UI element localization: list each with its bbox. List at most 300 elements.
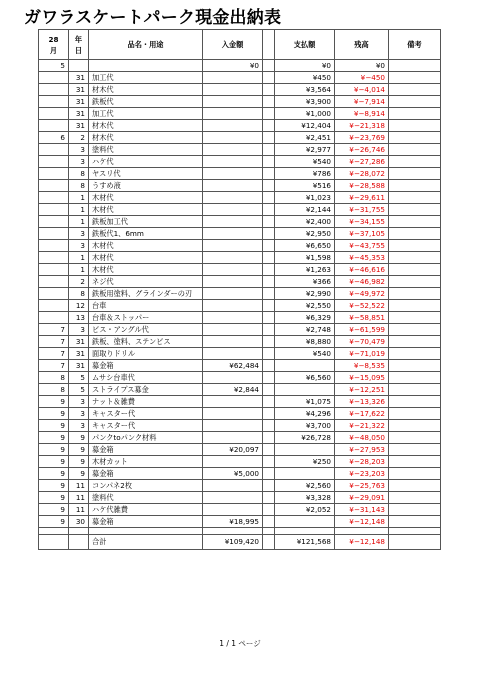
balance-cell: ¥−8,914 — [335, 108, 389, 120]
day-cell: 31 — [69, 96, 89, 108]
balance-cell: ¥−58,851 — [335, 312, 389, 324]
month-cell: 9 — [39, 480, 69, 492]
expense-cell: ¥3,700 — [275, 420, 335, 432]
income-cell — [203, 264, 263, 276]
expense-cell: ¥26,728 — [275, 432, 335, 444]
expense-cell: ¥1,000 — [275, 108, 335, 120]
expense-cell: ¥2,400 — [275, 216, 335, 228]
balance-cell: ¥−15,095 — [335, 372, 389, 384]
expense-cell — [275, 360, 335, 372]
notes-cell — [389, 120, 441, 132]
spacer-cell — [263, 480, 275, 492]
spacer-cell — [263, 420, 275, 432]
month-cell: 7 — [39, 336, 69, 348]
notes-cell — [389, 324, 441, 336]
item-cell: 鉄板、塗料、ステンビス — [89, 336, 203, 348]
day-cell: 12 — [69, 300, 89, 312]
balance-cell: ¥−61,599 — [335, 324, 389, 336]
table-row — [39, 420, 441, 432]
day-cell: 3 — [69, 420, 89, 432]
day-cell: 31 — [69, 348, 89, 360]
month-cell: 5 — [39, 60, 69, 72]
balance-cell: ¥−28,588 — [335, 180, 389, 192]
notes-cell — [389, 252, 441, 264]
header-row — [39, 30, 441, 60]
item-cell: 鉄板用塗料、グラインダーの刃 — [89, 288, 203, 300]
month-cell — [39, 240, 69, 252]
balance-cell: ¥−12,251 — [335, 384, 389, 396]
item-cell — [89, 60, 203, 72]
day-cell: 31 — [69, 120, 89, 132]
spacer-cell — [263, 288, 275, 300]
income-cell — [203, 84, 263, 96]
day-cell: 1 — [69, 192, 89, 204]
day-cell: 2 — [69, 276, 89, 288]
month-cell: 9 — [39, 444, 69, 456]
notes-cell — [389, 468, 441, 480]
expense-cell: ¥516 — [275, 180, 335, 192]
table-row — [39, 468, 441, 480]
day-cell: 1 — [69, 264, 89, 276]
day-cell: 3 — [69, 228, 89, 240]
month-cell: 9 — [39, 432, 69, 444]
expense-cell: ¥6,560 — [275, 372, 335, 384]
table-row — [39, 384, 441, 396]
item-cell: 台車＆ストッパー — [89, 312, 203, 324]
month-cell: 9 — [39, 420, 69, 432]
income-cell — [203, 180, 263, 192]
income-cell — [203, 108, 263, 120]
table-row — [39, 504, 441, 516]
day-cell: 31 — [69, 72, 89, 84]
blank-cell — [263, 528, 275, 535]
income-cell — [203, 480, 263, 492]
income-cell: ¥5,000 — [203, 468, 263, 480]
month-cell — [39, 120, 69, 132]
income-cell — [203, 96, 263, 108]
month-cell — [39, 84, 69, 96]
notes-cell — [389, 372, 441, 384]
header-year-day — [69, 30, 89, 60]
day-cell: 3 — [69, 240, 89, 252]
month-cell: 7 — [39, 360, 69, 372]
item-cell: 材木代 — [89, 120, 203, 132]
table-row — [39, 216, 441, 228]
income-cell — [203, 72, 263, 84]
expense-cell: ¥0 — [275, 60, 335, 72]
spacer-cell — [263, 276, 275, 288]
item-cell: 木材代 — [89, 264, 203, 276]
month-cell — [39, 264, 69, 276]
notes-cell — [389, 264, 441, 276]
income-cell — [203, 492, 263, 504]
month-cell — [39, 156, 69, 168]
notes-cell — [389, 180, 441, 192]
notes-cell — [389, 60, 441, 72]
income-cell — [203, 240, 263, 252]
balance-cell: ¥−27,953 — [335, 444, 389, 456]
balance-cell: ¥−29,091 — [335, 492, 389, 504]
spacer-cell — [263, 60, 275, 72]
header-spacer — [263, 30, 275, 60]
notes-cell — [389, 156, 441, 168]
blank-cell — [275, 528, 335, 535]
day-cell: 31 — [69, 360, 89, 372]
header-year-month — [39, 30, 69, 60]
table-row — [39, 72, 441, 84]
blank-cell — [203, 528, 263, 535]
blank-cell — [389, 528, 441, 535]
table-row — [39, 264, 441, 276]
notes-cell — [389, 420, 441, 432]
income-cell — [203, 420, 263, 432]
notes-cell — [389, 492, 441, 504]
item-cell: ネジ代 — [89, 276, 203, 288]
notes-cell — [389, 240, 441, 252]
item-cell: 募金箱 — [89, 468, 203, 480]
month-cell — [39, 300, 69, 312]
day-cell: 8 — [69, 180, 89, 192]
notes-cell — [389, 348, 441, 360]
notes-cell — [389, 192, 441, 204]
table-row — [39, 144, 441, 156]
notes-cell — [389, 444, 441, 456]
balance-cell: ¥−7,914 — [335, 96, 389, 108]
expense-cell: ¥3,564 — [275, 84, 335, 96]
item-cell: キャスター代 — [89, 408, 203, 420]
spacer-cell — [263, 372, 275, 384]
item-cell: キャスター代 — [89, 420, 203, 432]
spacer-cell — [263, 192, 275, 204]
expense-cell — [275, 516, 335, 528]
expense-cell: ¥2,990 — [275, 288, 335, 300]
month-cell — [39, 96, 69, 108]
total-notes — [389, 535, 441, 550]
spacer-cell — [263, 504, 275, 516]
income-cell — [203, 300, 263, 312]
expense-cell: ¥12,404 — [275, 120, 335, 132]
notes-cell — [389, 72, 441, 84]
month-cell: 8 — [39, 384, 69, 396]
income-cell — [203, 252, 263, 264]
balance-cell: ¥−70,479 — [335, 336, 389, 348]
balance-cell: ¥−31,755 — [335, 204, 389, 216]
day-cell: 1 — [69, 204, 89, 216]
income-cell — [203, 336, 263, 348]
table-row — [39, 288, 441, 300]
income-cell: ¥18,995 — [203, 516, 263, 528]
spacer-cell — [263, 432, 275, 444]
balance-cell: ¥−31,143 — [335, 504, 389, 516]
item-cell: 木材代 — [89, 240, 203, 252]
expense-cell — [275, 384, 335, 396]
notes-cell — [389, 96, 441, 108]
spacer-cell — [263, 72, 275, 84]
month-cell — [39, 288, 69, 300]
item-cell: ムサシ台車代 — [89, 372, 203, 384]
blank-cell — [335, 528, 389, 535]
item-cell: うすめ液 — [89, 180, 203, 192]
item-cell: ヤスリ代 — [89, 168, 203, 180]
expense-cell — [275, 444, 335, 456]
notes-cell — [389, 84, 441, 96]
month-cell — [39, 192, 69, 204]
item-cell: 塗料代 — [89, 144, 203, 156]
item-cell: 塗料代 — [89, 492, 203, 504]
expense-cell: ¥2,560 — [275, 480, 335, 492]
table-row — [39, 108, 441, 120]
spacer-cell — [263, 132, 275, 144]
month-cell: 9 — [39, 468, 69, 480]
notes-cell — [389, 276, 441, 288]
balance-cell: ¥−45,353 — [335, 252, 389, 264]
item-cell: ハケ代 — [89, 156, 203, 168]
notes-cell — [389, 288, 441, 300]
total-spacer — [263, 535, 275, 550]
income-cell — [203, 456, 263, 468]
spacer-cell — [263, 312, 275, 324]
item-cell: 材木代 — [89, 132, 203, 144]
table-row — [39, 156, 441, 168]
month-cell: 9 — [39, 492, 69, 504]
spacer-cell — [263, 396, 275, 408]
balance-cell: ¥−26,746 — [335, 144, 389, 156]
day-cell: 9 — [69, 468, 89, 480]
balance-cell: ¥−21,318 — [335, 120, 389, 132]
table-row — [39, 240, 441, 252]
expense-cell: ¥6,650 — [275, 240, 335, 252]
day-cell: 9 — [69, 456, 89, 468]
balance-cell: ¥−13,326 — [335, 396, 389, 408]
income-cell — [203, 120, 263, 132]
notes-cell — [389, 144, 441, 156]
expense-cell: ¥366 — [275, 276, 335, 288]
item-cell: 鉄板加工代 — [89, 216, 203, 228]
balance-cell: ¥−450 — [335, 72, 389, 84]
spacer-cell — [263, 444, 275, 456]
header-year-number: 28 — [48, 34, 59, 44]
month-cell — [39, 312, 69, 324]
table-row — [39, 516, 441, 528]
month-cell — [39, 180, 69, 192]
table-row — [39, 408, 441, 420]
day-cell: 9 — [69, 432, 89, 444]
month-cell — [39, 216, 69, 228]
balance-cell: ¥−25,763 — [335, 480, 389, 492]
balance-cell: ¥−52,522 — [335, 300, 389, 312]
table-row — [39, 132, 441, 144]
month-cell — [39, 72, 69, 84]
table-row — [39, 60, 441, 72]
month-cell: 9 — [39, 504, 69, 516]
item-cell: 木材代 — [89, 252, 203, 264]
day-cell: 31 — [69, 336, 89, 348]
item-cell: 木材代 — [89, 192, 203, 204]
day-cell: 5 — [69, 372, 89, 384]
table-row — [39, 444, 441, 456]
table-row — [39, 300, 441, 312]
spacer-cell — [263, 108, 275, 120]
spacer-cell — [263, 408, 275, 420]
month-cell — [39, 252, 69, 264]
spacer-cell — [263, 168, 275, 180]
table-row — [39, 396, 441, 408]
item-cell: 加工代 — [89, 72, 203, 84]
notes-cell — [389, 396, 441, 408]
table-row — [39, 84, 441, 96]
expense-cell: ¥4,296 — [275, 408, 335, 420]
balance-cell: ¥−12,148 — [335, 516, 389, 528]
header-month: 月 — [49, 45, 58, 55]
spacer-cell — [263, 336, 275, 348]
table-row — [39, 480, 441, 492]
day-cell: 11 — [69, 492, 89, 504]
item-cell: 鉄板代1、6mm — [89, 228, 203, 240]
blank-cell — [69, 528, 89, 535]
month-cell — [39, 228, 69, 240]
notes-cell — [389, 384, 441, 396]
item-cell: ハケ代雑費 — [89, 504, 203, 516]
page-title: ガワラスケートパーク現金出納表 — [24, 8, 282, 28]
day-cell: 3 — [69, 396, 89, 408]
spacer-cell — [263, 144, 275, 156]
income-cell — [203, 324, 263, 336]
table-row — [39, 432, 441, 444]
spacer-cell — [263, 204, 275, 216]
month-cell: 8 — [39, 372, 69, 384]
day-cell: 11 — [69, 480, 89, 492]
total-row — [39, 535, 441, 550]
item-cell: ビス・アングル代 — [89, 324, 203, 336]
income-cell — [203, 168, 263, 180]
notes-cell — [389, 228, 441, 240]
expense-cell: ¥2,977 — [275, 144, 335, 156]
total-balance: ¥−12,148 — [335, 535, 389, 550]
spacer-cell — [263, 216, 275, 228]
expense-cell: ¥450 — [275, 72, 335, 84]
income-cell — [203, 396, 263, 408]
expense-cell: ¥2,451 — [275, 132, 335, 144]
day-cell: 3 — [69, 324, 89, 336]
item-cell: 鉄板代 — [89, 96, 203, 108]
spacer-cell — [263, 156, 275, 168]
blank-row — [39, 528, 441, 535]
balance-cell: ¥−29,611 — [335, 192, 389, 204]
notes-cell — [389, 480, 441, 492]
spacer-cell — [263, 84, 275, 96]
spacer-cell — [263, 96, 275, 108]
table-row — [39, 120, 441, 132]
spacer-cell — [263, 360, 275, 372]
balance-cell: ¥−49,972 — [335, 288, 389, 300]
day-cell: 11 — [69, 504, 89, 516]
balance-cell: ¥−43,755 — [335, 240, 389, 252]
spacer-cell — [263, 300, 275, 312]
spacer-cell — [263, 240, 275, 252]
table-row — [39, 204, 441, 216]
balance-cell: ¥−27,286 — [335, 156, 389, 168]
spacer-cell — [263, 324, 275, 336]
header-item: 品名・用途 — [89, 30, 203, 60]
income-cell — [203, 288, 263, 300]
day-cell: 31 — [69, 108, 89, 120]
header-notes: 備考 — [389, 30, 441, 60]
notes-cell — [389, 516, 441, 528]
notes-cell — [389, 336, 441, 348]
expense-cell: ¥250 — [275, 456, 335, 468]
expense-cell: ¥2,950 — [275, 228, 335, 240]
table-row — [39, 192, 441, 204]
day-cell: 31 — [69, 84, 89, 96]
notes-cell — [389, 408, 441, 420]
expense-cell: ¥1,075 — [275, 396, 335, 408]
notes-cell — [389, 432, 441, 444]
day-cell: 13 — [69, 312, 89, 324]
day-cell: 9 — [69, 444, 89, 456]
total-expense: ¥121,568 — [275, 535, 335, 550]
balance-cell: ¥−46,982 — [335, 276, 389, 288]
spacer-cell — [263, 516, 275, 528]
income-cell — [203, 216, 263, 228]
table-row — [39, 336, 441, 348]
item-cell: ストライプス募金 — [89, 384, 203, 396]
expense-cell: ¥2,748 — [275, 324, 335, 336]
balance-cell: ¥−23,203 — [335, 468, 389, 480]
day-cell: 2 — [69, 132, 89, 144]
table-row — [39, 492, 441, 504]
spacer-cell — [263, 120, 275, 132]
balance-cell: ¥−28,072 — [335, 168, 389, 180]
income-cell — [203, 504, 263, 516]
income-cell — [203, 204, 263, 216]
balance-cell: ¥−34,155 — [335, 216, 389, 228]
table-row — [39, 168, 441, 180]
notes-cell — [389, 456, 441, 468]
spacer-cell — [263, 456, 275, 468]
item-cell: 募金箱 — [89, 444, 203, 456]
table-row — [39, 372, 441, 384]
month-cell: 9 — [39, 456, 69, 468]
month-cell — [39, 108, 69, 120]
balance-cell: ¥−46,616 — [335, 264, 389, 276]
table-row — [39, 252, 441, 264]
item-cell: コンパネ2枚 — [89, 480, 203, 492]
month-cell — [39, 168, 69, 180]
notes-cell — [389, 132, 441, 144]
income-cell — [203, 432, 263, 444]
expense-cell: ¥2,550 — [275, 300, 335, 312]
month-cell: 6 — [39, 132, 69, 144]
balance-cell: ¥0 — [335, 60, 389, 72]
month-cell — [39, 276, 69, 288]
income-cell: ¥0 — [203, 60, 263, 72]
day-cell — [69, 60, 89, 72]
income-cell: ¥62,484 — [203, 360, 263, 372]
table-row — [39, 360, 441, 372]
income-cell — [203, 372, 263, 384]
cash-ledger-table — [38, 29, 441, 550]
item-cell: ナット＆雑費 — [89, 396, 203, 408]
day-cell: 8 — [69, 288, 89, 300]
item-cell: 加工代 — [89, 108, 203, 120]
header-balance: 残高 — [335, 30, 389, 60]
expense-cell: ¥786 — [275, 168, 335, 180]
month-cell: 7 — [39, 324, 69, 336]
blank-cell — [89, 528, 203, 535]
month-cell — [39, 144, 69, 156]
income-cell — [203, 228, 263, 240]
table-row — [39, 456, 441, 468]
